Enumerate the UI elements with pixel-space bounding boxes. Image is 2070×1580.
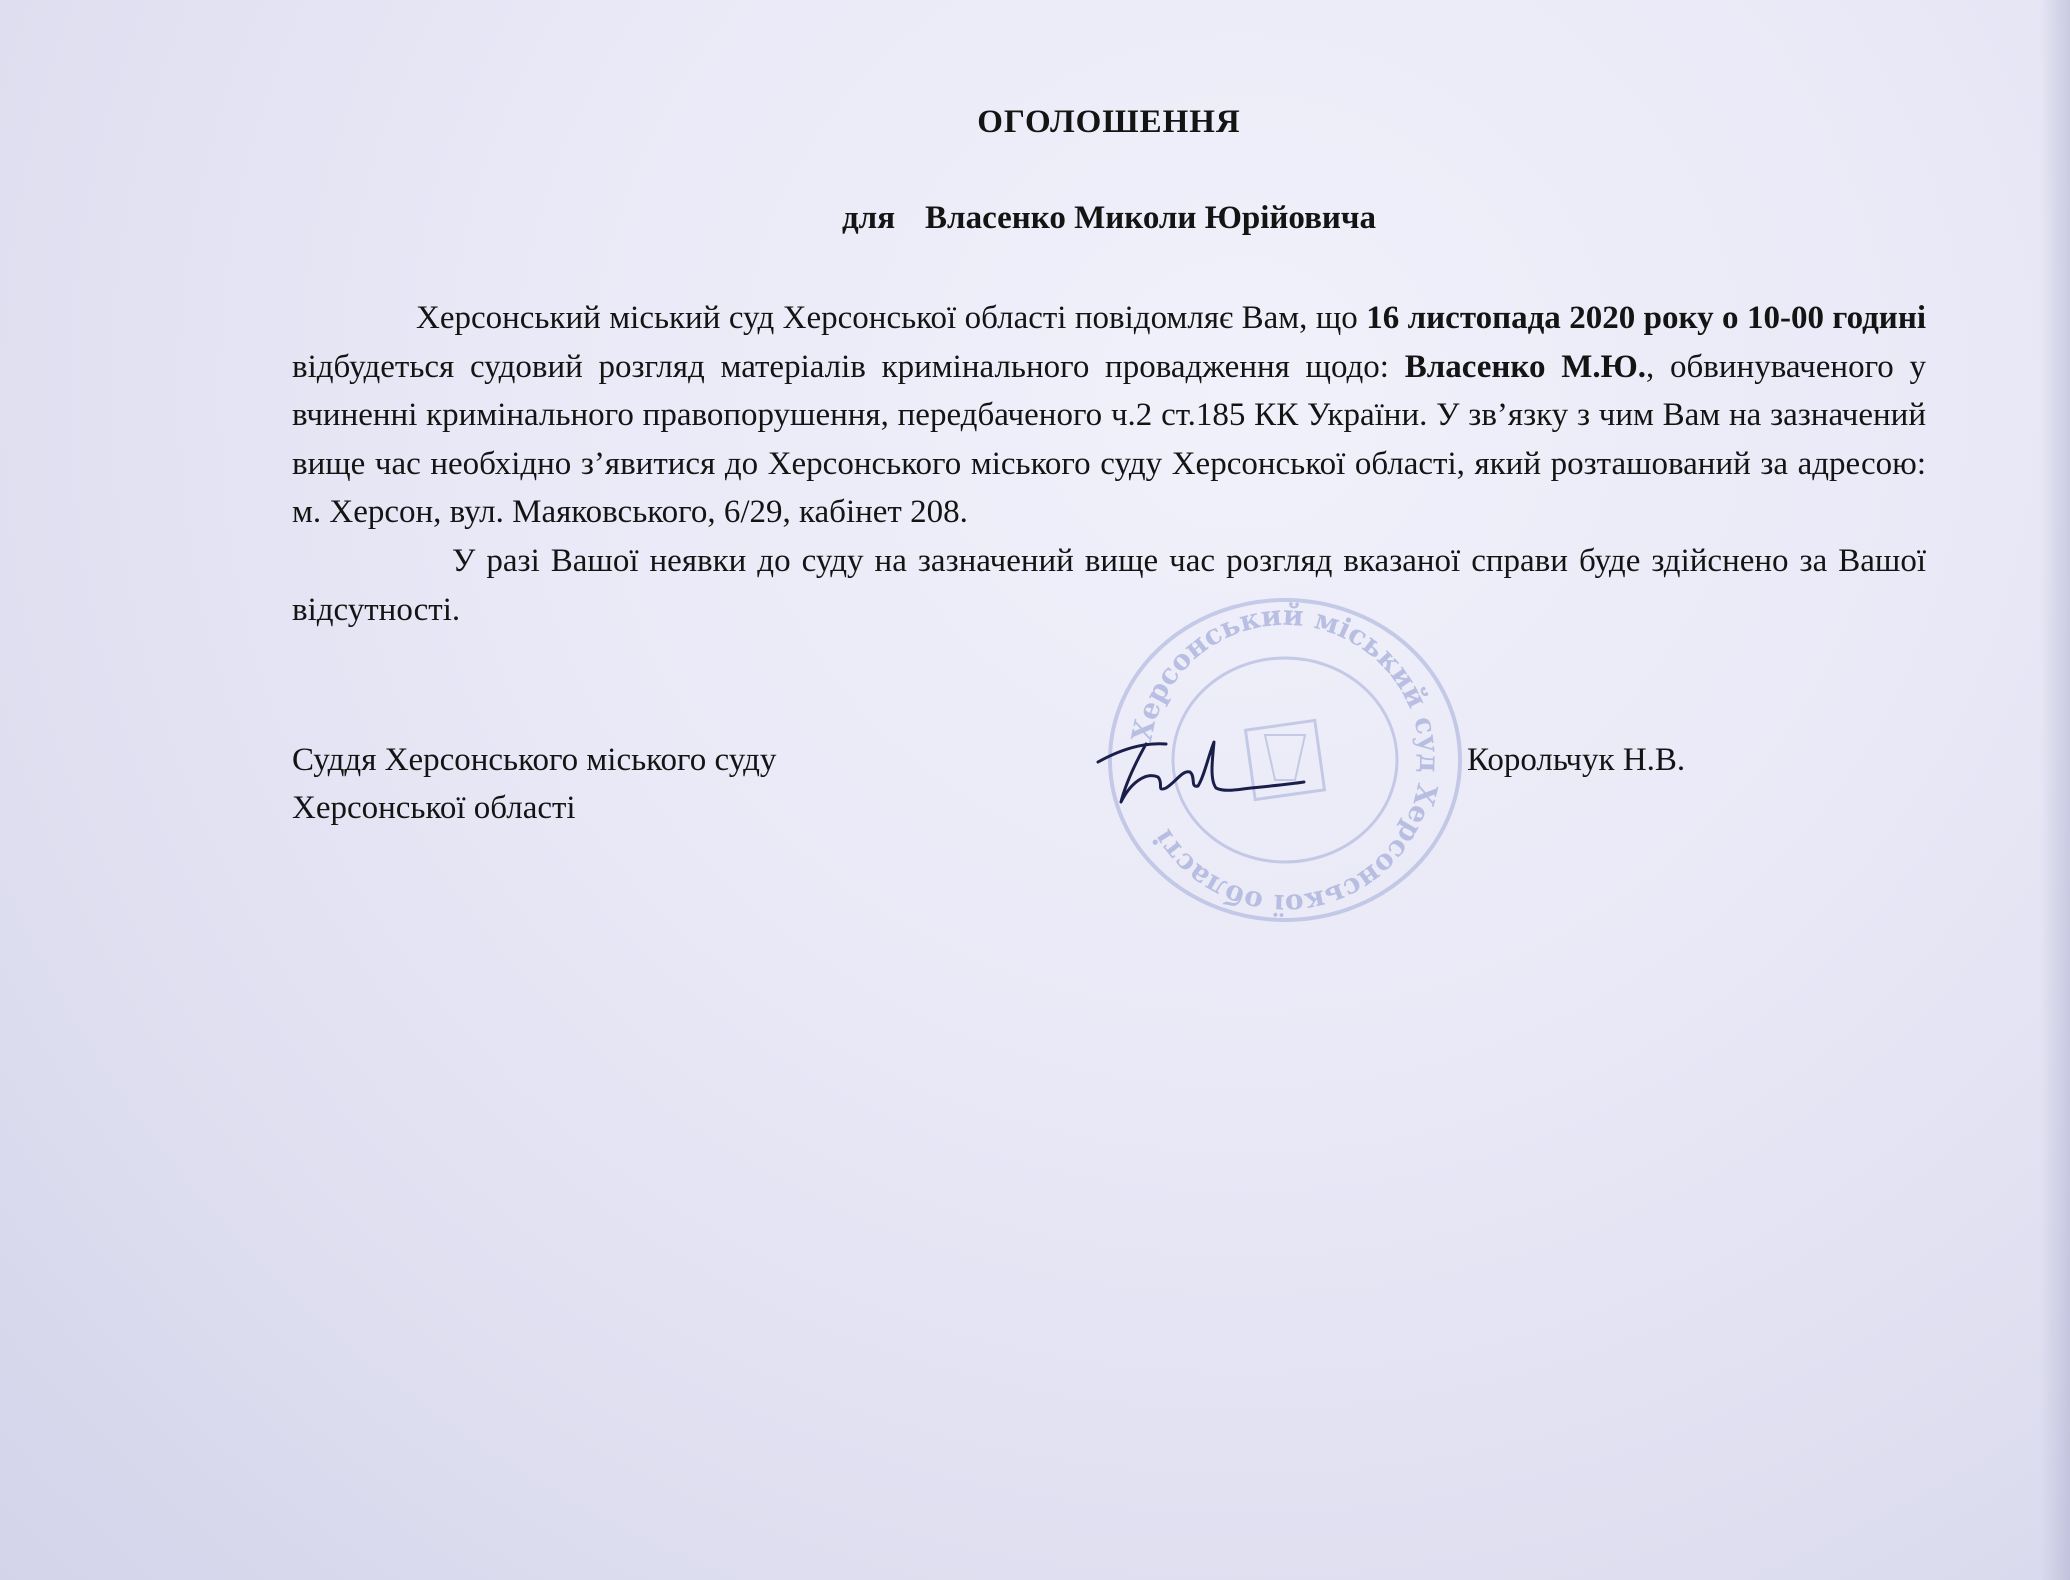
document-title: ОГОЛОШЕННЯ (977, 104, 1241, 140)
paper-edge-shadow (2040, 0, 2070, 1580)
handwritten-signature (1086, 722, 1306, 812)
judge-position (292, 736, 776, 832)
hearing-date: 16 листопада 2020 року о 10-00 годині (1366, 300, 1927, 336)
judge-name: Корольчук Н.В. (1467, 742, 1686, 778)
absence-paragraph: У разі Вашої неявки до суду на зазначений вище час розгляд вказаної справи буде здійснено за Вашої відсутності. (292, 542, 1926, 628)
judge-position-line2: Херсонської області (292, 790, 576, 826)
document-body (292, 294, 1926, 634)
addressee-name: Власенко Миколи Юрійовича (925, 200, 1377, 236)
judge-position-line1: Суддя Херсонського міського суду (292, 742, 777, 778)
notice-paragraph (292, 294, 1926, 537)
notice-text-part3: , обвинуваченого у вчиненні кримінального правопорушення, передбаченого ч.2 ст.185 КК України. У зв’язку з чим Вам на зазначений вище час необхідно з’явитися до Херсонського міського суду Херсонської області, який розташований за адресою: м. Херсон, вул. Маяковського, 6/29, кабінет 208. (292, 348, 1927, 531)
document-subtitle (292, 200, 1926, 237)
accused-name: Власенко М.Ю. (1404, 348, 1647, 385)
notice-text-part2: відбудеться судовий розгляд матеріалів кримінального провадження щодо: (292, 348, 1405, 385)
subtitle-prefix: для (841, 200, 896, 236)
stamp-text: Херсонський міський суд Херсонської області (1125, 598, 1447, 922)
notice-text-part1: Херсонський міський суд Херсонської області повідомляє Вам, що (416, 300, 1367, 336)
